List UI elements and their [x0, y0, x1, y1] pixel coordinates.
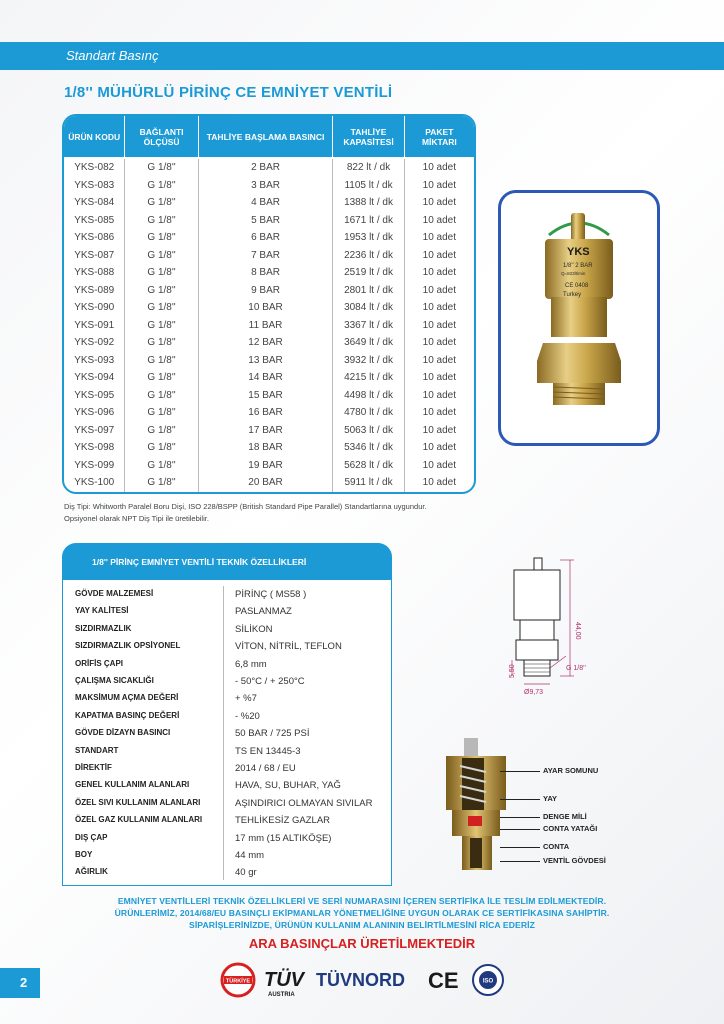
table-row [64, 334, 474, 352]
table-cell: 13 BAR [199, 352, 334, 370]
table-row [64, 439, 474, 457]
cutaway-label: CONTA [543, 842, 570, 851]
table-cell: 10 adet [422, 162, 457, 173]
spec-key: BOY [75, 850, 93, 859]
table-cell: 6 BAR [199, 229, 334, 247]
cutaway-label: YAY [543, 794, 558, 803]
intermediate-pressure-note: ARA BASINÇLAR ÜRETİLMEKTEDİR [248, 936, 476, 951]
table-cell: G 1/8'' [125, 229, 198, 247]
cutaway-label: DENGE MİLİ [543, 812, 587, 821]
spec-key: GÖVDE MALZEMESİ [75, 589, 154, 598]
table-cell: 20 BAR [199, 474, 334, 492]
table-cell: YKS-085 [64, 212, 125, 230]
table-row [64, 317, 474, 335]
table-cell: YKS-097 [64, 422, 125, 440]
table-cell: 4215 lt / dk [333, 369, 404, 387]
table-cell: 1953 lt / dk [333, 229, 404, 247]
table-cell: 10 adet [422, 249, 457, 261]
table-cell: 10 adet [422, 337, 457, 348]
page-number-tab [0, 968, 40, 998]
table-row [64, 299, 474, 317]
spec-row [63, 743, 391, 760]
table-cell: YKS-091 [64, 317, 125, 335]
table-cell: 15 BAR [199, 387, 334, 405]
table-cell: 10 adet [422, 459, 457, 471]
spec-key: ÇALIŞMA SICAKLIĞI [75, 676, 154, 685]
table-cell: 5628 lt / dk [333, 457, 404, 475]
tuv-nord-logo: TÜVNORD [316, 970, 405, 990]
table-cell: G 1/8'' [125, 212, 198, 230]
spec-value: 40 gr [235, 867, 257, 879]
table-cell: YKS-083 [64, 177, 125, 195]
table-cell: G 1/8'' [125, 422, 198, 440]
table-cell: 19 BAR [199, 457, 334, 475]
table-cell: 1105 lt / dk [333, 177, 404, 195]
table-cell: 2 BAR [199, 159, 334, 177]
cert-line: SİPARİŞLERİNİZDE, ÜRÜNÜN KULLANIM ALANININ BELİRTİLMESİNİ RİCA EDERİZ [188, 920, 536, 930]
table-cell: G 1/8'' [125, 352, 198, 370]
spec-row [63, 812, 391, 829]
spec-value: 50 BAR / 725 PSİ [235, 728, 310, 740]
cert-line: ÜRÜNLERİMİZ, 2014/68/EU BASINÇLI EKİPMANLAR YÖNETMELİĞİNE UYGUN OLARAK CE SERTİFİKASINA SAHİPTİR. [114, 908, 610, 918]
spec-key: SIZDIRMAZLIK [75, 623, 132, 633]
table-cell: YKS-095 [64, 387, 125, 405]
product-table [62, 114, 476, 494]
table-cell: 9 BAR [199, 282, 334, 300]
spec-row [63, 638, 391, 655]
col-header: ÜRÜN KODU [64, 116, 125, 157]
spec-row [63, 725, 391, 742]
col-header: PAKET MİKTARI [421, 126, 457, 147]
table-cell: 3084 lt / dk [333, 299, 404, 317]
table-cell: 5346 lt / dk [333, 439, 404, 457]
table-cell: 8 BAR [199, 264, 334, 282]
table-cell: 11 BAR [199, 317, 334, 335]
spec-value: VİTON, NİTRİL, TEFLON [235, 641, 342, 653]
table-row [64, 177, 474, 195]
section-band [0, 42, 724, 70]
leader-line [500, 829, 540, 830]
table-cell: G 1/8'' [125, 247, 198, 265]
table-cell: G 1/8'' [125, 194, 198, 212]
thread-length-dimension: 5,50 [509, 664, 516, 678]
spec-value: 44 mm [235, 850, 265, 861]
spec-header [62, 543, 392, 581]
spec-key: ÖZEL GAZ KULLANIM ALANLARI [75, 815, 203, 825]
spec-key: SIZDIRMAZLIK OPSİYONEL [75, 641, 181, 651]
spec-row [63, 864, 391, 881]
spec-key: YAY KALİTESİ [75, 606, 129, 616]
table-cell: G 1/8'' [125, 159, 198, 177]
leader-line [500, 817, 540, 818]
iso-badge-logo [473, 965, 503, 995]
table-cell: YKS-092 [64, 334, 125, 352]
table-cell: 10 adet [422, 214, 457, 226]
thread-note-line: Diş Tipi: Whitworth Paralel Boru Dişi, ISO 228/BSPP (British Standard Pipe Parallel) Standartlarına uygundur. [64, 502, 427, 511]
spec-row [63, 690, 391, 707]
table-cell: G 1/8'' [125, 404, 198, 422]
table-cell: YKS-093 [64, 352, 125, 370]
thread-note-line: Opsiyonel olarak NPT Diş Tipi ile üretilebilir. [64, 514, 209, 523]
tuv-austria-logo [264, 968, 306, 998]
engraving-brand: YKS [567, 246, 590, 258]
table-cell: G 1/8'' [125, 387, 198, 405]
turkiye-badge-text: TÜRKİYE [225, 978, 251, 985]
spec-row [63, 795, 391, 812]
table-cell: 10 adet [422, 407, 457, 418]
table-cell: 10 adet [422, 267, 457, 278]
table-cell: 10 adet [422, 232, 457, 243]
table-cell: 10 adet [422, 284, 457, 296]
spec-value: SİLİKON [235, 623, 273, 635]
iso-badge-text: ISO [482, 978, 494, 985]
table-row [64, 457, 474, 475]
valve-photo-illustration [501, 193, 657, 443]
cutaway-illustration [438, 738, 538, 881]
table-cell: G 1/8'' [125, 369, 198, 387]
table-cell: 18 BAR [199, 439, 334, 457]
spec-value: + %7 [235, 693, 257, 705]
table-cell: YKS-087 [64, 247, 125, 265]
table-cell: G 1/8'' [125, 264, 198, 282]
page-title: 1/8'' MÜHÜRLÜ PİRİNÇ CE EMNİYET VENTİLİ [64, 84, 393, 101]
table-row [64, 422, 474, 440]
table-cell: YKS-094 [64, 369, 125, 387]
col-header: BAĞLANTI ÖLÇÜSÜ [125, 116, 198, 157]
spec-title: 1/8'' PİRİNÇ EMNİYET VENTİLİ TEKNİK ÖZELLİKLERİ [92, 557, 307, 567]
spec-value: 2014 / 68 / EU [235, 763, 296, 774]
table-cell: 10 adet [422, 319, 457, 331]
table-cell: 3367 lt / dk [333, 317, 404, 335]
table-cell: YKS-089 [64, 282, 125, 300]
table-cell: G 1/8'' [125, 474, 198, 492]
spec-key: GÖVDE DİZAYN BASINCI [75, 728, 171, 738]
spec-value: - 50°C / + 250°C [235, 676, 305, 687]
table-cell: 10 adet [422, 302, 457, 313]
turkiye-badge-logo [222, 964, 254, 996]
table-cell: YKS-100 [64, 474, 125, 492]
table-cell: G 1/8'' [125, 317, 198, 335]
spec-row [63, 760, 391, 777]
spec-row [63, 603, 391, 620]
table-cell: G 1/8'' [125, 282, 198, 300]
table-cell: 12 BAR [199, 334, 334, 352]
spec-row [63, 847, 391, 864]
spec-key: AĞIRLIK [75, 867, 108, 877]
spec-key: KAPATMA BASINÇ DEĞERİ [75, 710, 180, 720]
table-cell: G 1/8'' [125, 439, 198, 457]
table-cell: 4 BAR [199, 194, 334, 212]
spec-key: MAKSİMUM AÇMA DEĞERİ [75, 693, 179, 703]
spec-row [63, 777, 391, 794]
table-cell: 3932 lt / dk [333, 352, 404, 370]
thread-note [64, 501, 427, 525]
leader-line [500, 771, 540, 772]
table-cell: 1388 lt / dk [333, 194, 404, 212]
engraving-origin: Turkey [563, 292, 582, 298]
spec-table [62, 580, 392, 886]
spec-key: DİREKTİF [75, 763, 112, 772]
table-cell: 10 adet [422, 389, 457, 401]
table-cell: 5 BAR [199, 212, 334, 230]
spec-key: STANDART [75, 745, 119, 755]
dimension-drawing [500, 556, 610, 706]
table-cell: 10 adet [422, 424, 457, 436]
engraving-flow: Q=823lt/min [561, 271, 586, 276]
cert-line: EMNİYET VENTİLLERİ TEKNİK ÖZELLİKLERİ VE SERİ NUMARASINI İÇEREN SERTİFİKA İLE TESLİM EDİLMEKTEDİR. [117, 896, 607, 906]
engraving-ce: CE 0408 [565, 283, 589, 289]
table-cell: 4498 lt / dk [333, 387, 404, 405]
table-cell: 1671 lt / dk [333, 212, 404, 230]
logo-strip [220, 960, 510, 1000]
spec-row [63, 830, 391, 847]
product-photo [498, 190, 660, 446]
spec-key: DIŞ ÇAP [75, 832, 108, 842]
table-cell: 2519 lt / dk [333, 264, 404, 282]
table-cell: 10 adet [422, 179, 457, 191]
table-row [64, 264, 474, 282]
table-cell: 2801 lt / dk [333, 282, 404, 300]
table-row [64, 194, 474, 212]
engraving-size: 1/8'' 2 BAR [563, 263, 593, 269]
table-cell: 10 adet [422, 354, 457, 366]
cutaway-drawing [438, 738, 538, 876]
cutaway-label: VENTİL GÖVDESİ [543, 856, 606, 865]
spec-value: 6,8 mm [235, 658, 267, 670]
table-cell: YKS-082 [64, 159, 125, 177]
table-header [64, 116, 474, 157]
table-cell: G 1/8'' [125, 334, 198, 352]
table-cell: YKS-090 [64, 299, 125, 317]
table-cell: YKS-084 [64, 194, 125, 212]
table-cell: YKS-086 [64, 229, 125, 247]
table-cell: YKS-096 [64, 404, 125, 422]
technical-drawing [500, 556, 610, 711]
spec-value: - %20 [235, 710, 260, 722]
table-row [64, 352, 474, 370]
table-cell: 2236 lt / dk [333, 247, 404, 265]
spec-row [63, 656, 391, 673]
table-cell: 10 adet [422, 442, 457, 453]
table-cell: 3649 lt / dk [333, 334, 404, 352]
spec-row [63, 586, 391, 603]
table-cell: YKS-088 [64, 264, 125, 282]
table-cell: YKS-099 [64, 457, 125, 475]
table-cell: 7 BAR [199, 247, 334, 265]
height-dimension: 44,00 [574, 622, 581, 640]
table-row [64, 369, 474, 387]
section-title: Standart Basınç [66, 48, 159, 63]
table-cell: 5911 lt / dk [333, 474, 404, 492]
leader-line [500, 799, 540, 800]
cutaway-label: CONTA YATAĞI [543, 824, 598, 833]
table-cell: 10 BAR [199, 299, 334, 317]
spec-value: AŞINDIRICI OLMAYAN SIVILAR [235, 797, 373, 809]
certification-logos [220, 960, 510, 1000]
col-header: TAHLİYE KAPASİTESİ [333, 116, 404, 157]
leader-line [500, 847, 540, 848]
spec-key: GENEL KULLANIM ALANLARI [75, 780, 190, 790]
spec-value: PASLANMAZ [235, 606, 292, 618]
table-row [64, 229, 474, 247]
tuv-austria-sub: AUSTRIA [268, 992, 295, 998]
table-body [64, 159, 474, 492]
spec-value: TS EN 13445-3 [235, 745, 301, 757]
table-cell: 10 adet [422, 372, 457, 383]
table-cell: 10 adet [422, 197, 457, 208]
table-row [64, 159, 474, 177]
table-cell: 822 lt / dk [333, 159, 404, 177]
table-row [64, 474, 474, 492]
table-cell: 14 BAR [199, 369, 334, 387]
cutaway-label: AYAR SOMUNU [543, 766, 599, 775]
diameter-dimension: Ø9,73 [524, 689, 544, 696]
table-cell: 17 BAR [199, 422, 334, 440]
table-cell: G 1/8'' [125, 177, 198, 195]
table-row [64, 247, 474, 265]
table-cell: G 1/8'' [125, 299, 198, 317]
spec-value: PİRİNÇ ( MS58 ) [235, 589, 307, 600]
table-row [64, 212, 474, 230]
thread-label: G 1/8'' [566, 665, 586, 672]
spec-row [63, 708, 391, 725]
table-cell: 4780 lt / dk [333, 404, 404, 422]
leader-line [500, 861, 540, 862]
spec-key: ÖZEL SIVI KULLANIM ALANLARI [75, 797, 201, 807]
table-row [64, 387, 474, 405]
table-cell: 10 adet [422, 477, 457, 488]
table-cell: G 1/8'' [125, 457, 198, 475]
spec-row [63, 673, 391, 690]
table-row [64, 282, 474, 300]
spec-value: HAVA, SU, BUHAR, YAĞ [235, 780, 341, 792]
table-cell: 16 BAR [199, 404, 334, 422]
spec-value: TEHLİKESİZ GAZLAR [235, 815, 331, 827]
page-number: 2 [20, 975, 28, 990]
col-header: TAHLİYE BAŞLAMA BASINCI [199, 116, 334, 157]
table-cell: YKS-098 [64, 439, 125, 457]
table-row [64, 404, 474, 422]
table-cell: 5063 lt / dk [333, 422, 404, 440]
ce-mark-logo: CE [428, 968, 459, 993]
tuv-austria-main: TÜV [264, 969, 304, 991]
spec-value: 17 mm (15 ALTIKÖŞE) [235, 832, 332, 844]
spec-key: ORİFİS ÇAPI [75, 658, 124, 668]
spec-row [63, 621, 391, 638]
table-cell: 3 BAR [199, 177, 334, 195]
